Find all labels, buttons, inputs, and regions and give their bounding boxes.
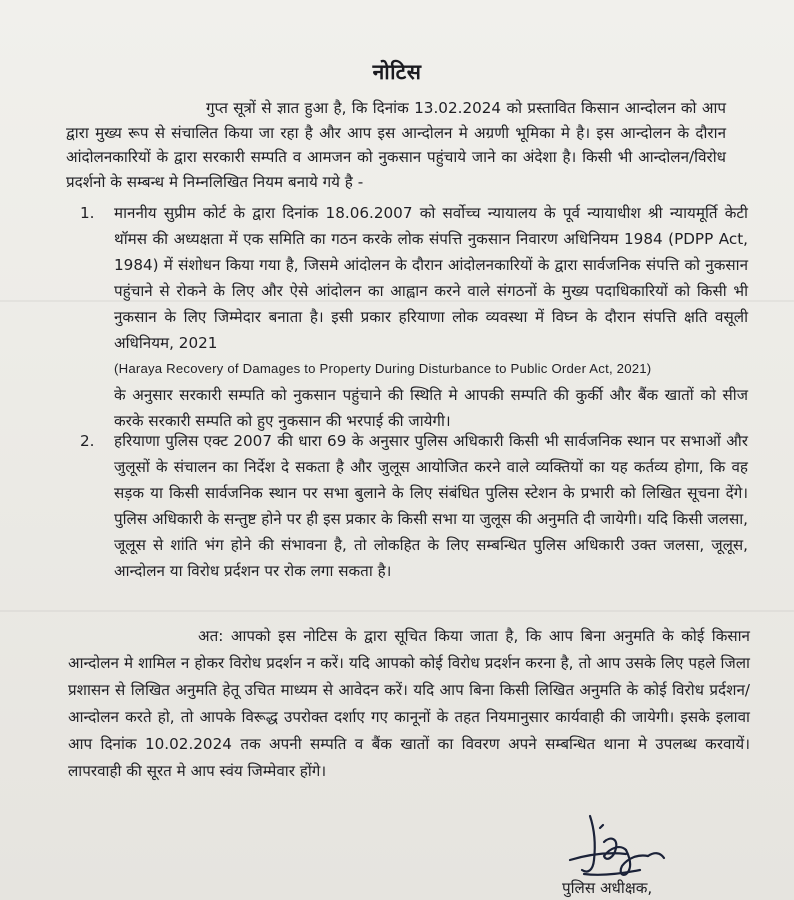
point-text-before: माननीय सुप्रीम कोर्ट के द्वारा दिनांक 18.06.2007 को सर्वोच्च न्यायालय के पूर्व न्यायाधीश श्री न्यायमूर्ति केटी थॉमस की अध्यक्षता में एक समिति का गठन करके लोक संपत्ति नुकसान निवारण अधिनियम 1984 (PDPP Act, 1984) में संशोधन किया गया है, जिसमे आंदोलन के दौरान आंदोलनकारियों के द्वारा सार्वजनिक संपत्ति को नुकसान पहुंचाने से रोकने के लिए और ऐसे आंदोलन का आह्वान करने वाले संगठनों के मुख्य पदाधिकारियों को किसी भी नुकसान के लिए जिम्मेदार बनाता है। इसी प्रकार हरियाणा लोक व्यवस्था में विघ्न के दौरान संपत्ति क्षति वसूली अधिनियम, 2021 [114, 204, 748, 352]
point-body: हरियाणा पुलिस एक्ट 2007 की धारा 69 के अनुसार पुलिस अधिकारी किसी भी सार्वजनिक स्थान पर सभाओं और जुलूसों के संचालन का निर्देश दे सकता है और जुलूस आयोजित करने वाले व्यक्तियों का यह कर्तव्य होगा, कि वह सड़क या किसी सार्वजनिक स्थान पर सभा बुलाने के लिए संबंधित पुलिस स्टेशन के प्रभारी को लिखित सूचना देंगे। पुलिस अधिकारी के सन्तुष्ट होने पर ही इस प्रकार के किसी सभा या जुलूस की अनुमति दी जायेगी। यदि किसी जलसा, जूलूस से शांति भंग होने की संभावना है, तो लोकहित के लिए सम्बन्धित पुलिस अधिकारी उक्त जलसा, जूलूस, आन्दोलन या विरोध प्रर्दशन पर रोक लगा सकता है। [114, 432, 748, 580]
notice-title: नोटिस [372, 60, 422, 84]
conclusion-paragraph: अत: आपको इस नोटिस के द्वारा सूचित किया जाता है, कि आप बिना अनुमति के कोई किसान आन्दोलन मे शामिल न होकर विरोध प्रदर्शन न करें। यदि आपको कोई विरोध प्रदर्शन करना है, तो आप उसके लिए पहले जिला प्रशासन से लिखित अनुमति हेतू उचित माध्यम से आवेदन करें। यदि आप बिना किसी लिखित अनुमति के कोई विरोध प्रर्दशन/आन्दोलन करते हो, तो आपके विरूद्ध उपरोक्त दर्शाए गए कानूनों के तहत नियमानुसार कार्यवाही की जायेगी। इसके इलावा आप दिनांक 10.02.2024 तक अपनी सम्पति व बैंक खातों का विवरण अपने सम्बन्धित थाना मे उपलब्ध करवायें। लापरवाही की सूरत मे आप स्वंय जिम्मेवार होंगे। [68, 627, 750, 780]
rule-point-2 [80, 428, 748, 584]
point-number: 1. [80, 204, 95, 222]
intro-paragraph: गुप्त सूत्रों से ज्ञात हुआ है, कि दिनांक 13.02.2024 को प्रस्तावित किसान आन्दोलन को आप द्वारा मुख्य रूप से संचालित किया जा रहा है और आप इस आन्दोलन मे अग्रणी भूमिका मे है। इस आन्दोलन के दौरान आंदोलनकारियों के द्वारा सरकारी सम्पति व आमजन को नुकसान पहुंचाये जाने का अंदेशा है। किसी भी आन्दोलन/विरोध प्रदर्शनो के सम्बन्ध मे निम्नलिखित नियम बनाये गये है - [66, 99, 726, 191]
english-act-name: (Haraya Recovery of Damages to Property During Disturbance to Public Order Act, 2021) [114, 361, 652, 376]
point-text-after: के अनुसार सरकारी सम्पति को नुकसान पहुंचाने की स्थिति मे आपकी सम्पति की कुर्की और बैंक खातों को सीज करके सरकारी सम्पति को हुए नुकसान की भरपाई की जायेगी। [114, 386, 748, 430]
point-body [114, 200, 748, 434]
point-number: 2. [80, 432, 95, 450]
designation-superintendent-of-police: पुलिस अधीक्षक, [562, 879, 653, 897]
rule-point-1 [80, 200, 748, 434]
handwritten-signature [560, 808, 680, 888]
paper-crease [0, 610, 794, 612]
